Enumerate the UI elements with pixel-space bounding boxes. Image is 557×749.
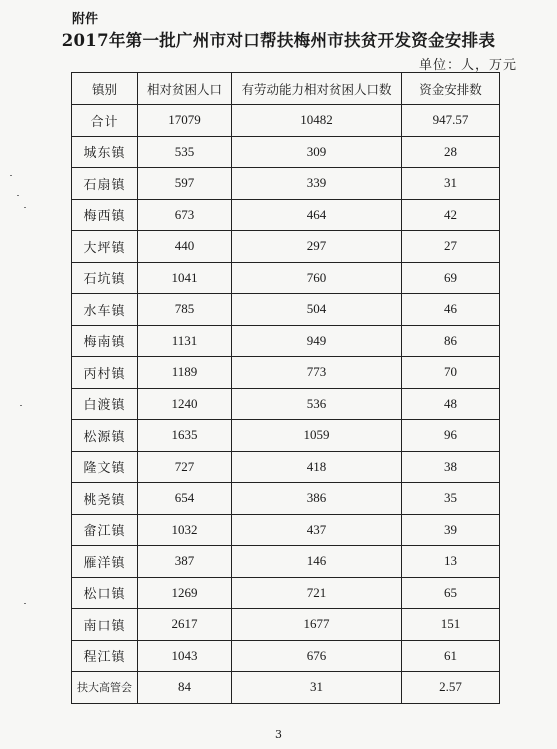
town-cell: 梅西镇 — [72, 199, 138, 231]
page-number: 3 — [275, 728, 282, 741]
table-row — [72, 325, 500, 357]
poor-population-cell: 1269 — [138, 577, 232, 609]
poor-population-cell: 440 — [138, 231, 232, 263]
town-cell: 白渡镇 — [72, 388, 138, 420]
poor-population-cell: 597 — [138, 168, 232, 200]
poor-population-cell: 84 — [138, 672, 232, 704]
poor-population-cell: 727 — [138, 451, 232, 483]
labor-capable-poor-cell: 1059 — [232, 420, 402, 452]
table-row — [72, 262, 500, 294]
labor-capable-poor-cell: 146 — [232, 546, 402, 578]
town-cell: 石扇镇 — [72, 168, 138, 200]
table-row — [72, 388, 500, 420]
poor-population-cell: 1041 — [138, 262, 232, 294]
poor-population-cell: 673 — [138, 199, 232, 231]
fund-amount-cell: 48 — [402, 388, 500, 420]
town-cell: 雁洋镇 — [72, 546, 138, 578]
labor-capable-poor-cell: 949 — [232, 325, 402, 357]
town-cell: 南口镇 — [72, 609, 138, 641]
poor-population-cell: 535 — [138, 136, 232, 168]
fund-amount-cell: 70 — [402, 357, 500, 389]
table-row — [72, 609, 500, 641]
table-row — [72, 577, 500, 609]
labor-capable-poor-cell: 721 — [232, 577, 402, 609]
town-cell: 梅南镇 — [72, 325, 138, 357]
labor-capable-poor-cell: 31 — [232, 672, 402, 704]
fund-allocation-table — [71, 72, 500, 704]
fund-amount-cell: 46 — [402, 294, 500, 326]
poor-population-cell: 1189 — [138, 357, 232, 389]
col-header-town: 镇别 — [72, 73, 138, 105]
poor-population-cell: 1131 — [138, 325, 232, 357]
labor-capable-poor-cell: 536 — [232, 388, 402, 420]
town-cell: 畲江镇 — [72, 514, 138, 546]
fund-amount-cell: 31 — [402, 168, 500, 200]
town-cell: 合计 — [72, 105, 138, 137]
scan-speck — [20, 405, 22, 406]
poor-population-cell: 654 — [138, 483, 232, 515]
town-cell: 城东镇 — [72, 136, 138, 168]
fund-amount-cell: 42 — [402, 199, 500, 231]
table-row — [72, 168, 500, 200]
scan-speck — [24, 603, 26, 604]
scan-speck — [24, 207, 26, 208]
col-header-fund-amount: 资金安排数 — [402, 73, 500, 105]
town-cell: 程江镇 — [72, 640, 138, 672]
fund-amount-cell: 35 — [402, 483, 500, 515]
fund-amount-cell: 947.57 — [402, 105, 500, 137]
labor-capable-poor-cell: 339 — [232, 168, 402, 200]
fund-amount-cell: 151 — [402, 609, 500, 641]
town-cell: 扶大高管会 — [72, 672, 138, 704]
fund-amount-cell: 96 — [402, 420, 500, 452]
labor-capable-poor-cell: 297 — [232, 231, 402, 263]
table-row — [72, 640, 500, 672]
col-header-poor-population: 相对贫困人口 — [138, 73, 232, 105]
poor-population-cell: 387 — [138, 546, 232, 578]
labor-capable-poor-cell: 418 — [232, 451, 402, 483]
poor-population-cell: 1635 — [138, 420, 232, 452]
labor-capable-poor-cell: 386 — [232, 483, 402, 515]
poor-population-cell: 785 — [138, 294, 232, 326]
town-cell: 石坑镇 — [72, 262, 138, 294]
poor-population-cell: 1240 — [138, 388, 232, 420]
fund-amount-cell: 2.57 — [402, 672, 500, 704]
table-row — [72, 231, 500, 263]
town-cell: 丙村镇 — [72, 357, 138, 389]
labor-capable-poor-cell: 437 — [232, 514, 402, 546]
labor-capable-poor-cell: 464 — [232, 199, 402, 231]
poor-population-cell: 1032 — [138, 514, 232, 546]
fund-amount-cell: 61 — [402, 640, 500, 672]
poor-population-cell: 1043 — [138, 640, 232, 672]
fund-amount-cell: 38 — [402, 451, 500, 483]
town-cell: 隆文镇 — [72, 451, 138, 483]
table-row — [72, 546, 500, 578]
table-row — [72, 357, 500, 389]
table-row — [72, 199, 500, 231]
table-header-row — [72, 73, 500, 105]
town-cell: 水车镇 — [72, 294, 138, 326]
table-row — [72, 483, 500, 515]
labor-capable-poor-cell: 773 — [232, 357, 402, 389]
table-body — [72, 105, 500, 704]
labor-capable-poor-cell: 309 — [232, 136, 402, 168]
labor-capable-poor-cell: 1677 — [232, 609, 402, 641]
poor-population-cell: 2617 — [138, 609, 232, 641]
scan-speck — [10, 175, 12, 176]
labor-capable-poor-cell: 10482 — [232, 105, 402, 137]
town-cell: 松口镇 — [72, 577, 138, 609]
table-row — [72, 105, 500, 137]
fund-amount-cell: 13 — [402, 546, 500, 578]
table-row — [72, 294, 500, 326]
fund-amount-cell: 39 — [402, 514, 500, 546]
table-row — [72, 514, 500, 546]
scan-speck — [17, 195, 19, 196]
fund-amount-cell: 65 — [402, 577, 500, 609]
unit-note: 单位：人，万元 — [418, 58, 517, 73]
fund-amount-cell: 86 — [402, 325, 500, 357]
page-title: 2017年第一批广州市对口帮扶梅州市扶贫开发资金安排表 — [61, 31, 496, 50]
table-row — [72, 451, 500, 483]
table-row — [72, 420, 500, 452]
labor-capable-poor-cell: 504 — [232, 294, 402, 326]
table-row — [72, 672, 500, 704]
labor-capable-poor-cell: 676 — [232, 640, 402, 672]
col-header-labor-capable-poor: 有劳动能力相对贫困人口数 — [232, 73, 402, 105]
fund-amount-cell: 69 — [402, 262, 500, 294]
town-cell: 桃尧镇 — [72, 483, 138, 515]
labor-capable-poor-cell: 760 — [232, 262, 402, 294]
fund-amount-cell: 28 — [402, 136, 500, 168]
fund-amount-cell: 27 — [402, 231, 500, 263]
attachment-label: 附件 — [72, 12, 99, 27]
poor-population-cell: 17079 — [138, 105, 232, 137]
town-cell: 大坪镇 — [72, 231, 138, 263]
table-row — [72, 136, 500, 168]
town-cell: 松源镇 — [72, 420, 138, 452]
